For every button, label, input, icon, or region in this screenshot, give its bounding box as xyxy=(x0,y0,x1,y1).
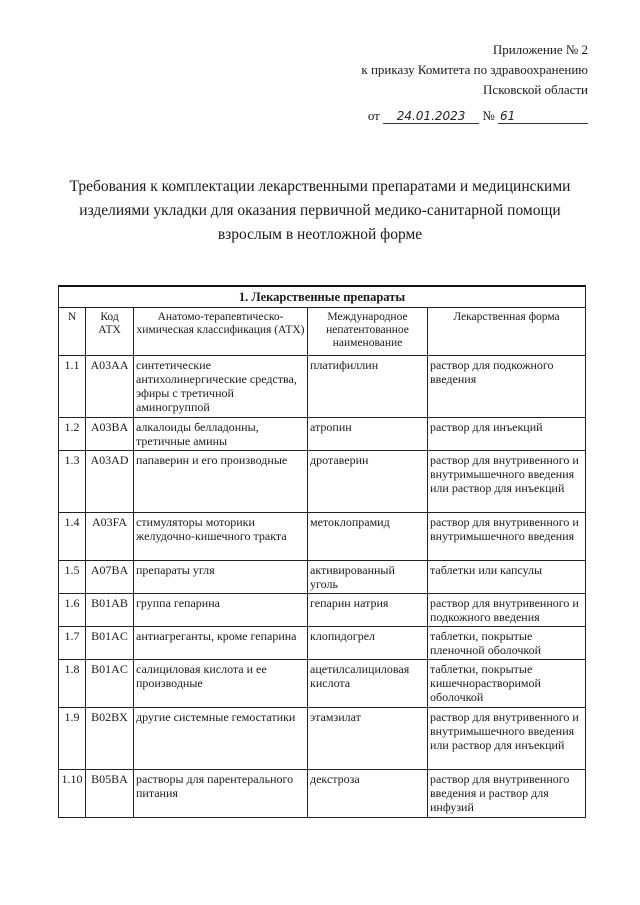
row-inn: атропин xyxy=(308,418,428,451)
number-prefix: № xyxy=(482,108,495,123)
row-class: папаверин и его производные xyxy=(134,451,308,513)
row-form: раствор для внутривенного и внутримышечного введения или раствор для инъекций xyxy=(428,708,586,770)
row-class: салициловая кислота и ее производные xyxy=(134,660,308,708)
row-code: A07BA xyxy=(86,561,134,594)
row-code: B01AC xyxy=(86,660,134,708)
row-form: таблетки или капсулы xyxy=(428,561,586,594)
table-row xyxy=(59,451,586,513)
header-form: Лекарственная форма xyxy=(428,308,586,356)
title-line-2: изделиями укладки для оказания первичной медико-санитарной помощи xyxy=(79,202,561,219)
title-line-1: Требования к комплектации лекарственными препаратами и медицинскими xyxy=(69,178,571,195)
row-class: другие системные гемостатики xyxy=(134,708,308,770)
row-class: антиагреганты, кроме гепарина xyxy=(134,627,308,660)
annex-region: Псковской области xyxy=(483,82,588,97)
row-number: 1.2 xyxy=(59,418,86,451)
row-class: алкалоиды белладонны, третичные амины xyxy=(134,418,308,451)
row-code: B05BA xyxy=(86,770,134,818)
row-inn: ацетилсалициловая кислота xyxy=(308,660,428,708)
row-inn: клопидогрел xyxy=(308,627,428,660)
date-prefix: от xyxy=(367,108,380,123)
row-code: A03AA xyxy=(86,356,134,418)
row-inn: метоклопрамид xyxy=(308,513,428,561)
row-class: препараты угля xyxy=(134,561,308,594)
row-code: B01AB xyxy=(86,594,134,627)
row-code: A03BA xyxy=(86,418,134,451)
document-title xyxy=(60,175,580,247)
row-form: раствор для внутривенного и внутримышечного введения или раствор для инъекций xyxy=(428,451,586,513)
table-row xyxy=(59,660,586,708)
table-row xyxy=(59,627,586,660)
table-row xyxy=(59,561,586,594)
row-class: стимуляторы моторики желудочно-кишечного тракта xyxy=(134,513,308,561)
table-row xyxy=(59,418,586,451)
row-inn: декстроза xyxy=(308,770,428,818)
row-form: раствор для внутривенного введения и раствор для инфузий xyxy=(428,770,586,818)
row-number: 1.7 xyxy=(59,627,86,660)
row-inn: этамзилат xyxy=(308,708,428,770)
row-inn: активированный уголь xyxy=(308,561,428,594)
row-form: раствор для внутривенного и внутримышечного введения xyxy=(428,513,586,561)
table-row xyxy=(59,356,586,418)
title-line-3: взрослым в неотложной форме xyxy=(217,226,423,243)
annex-order-ref: к приказу Комитета по здравоохранению xyxy=(361,62,588,77)
table-row xyxy=(59,708,586,770)
row-code: B02BX xyxy=(86,708,134,770)
row-code: B01AC xyxy=(86,627,134,660)
section-row xyxy=(59,286,586,308)
row-class: растворы для парентерального питания xyxy=(134,770,308,818)
table-row xyxy=(59,594,586,627)
handwritten-date: 24.01.2023 xyxy=(383,109,479,124)
annex-date-line xyxy=(368,106,588,126)
row-number: 1.8 xyxy=(59,660,86,708)
row-class: синтетические антихолинергические средства, эфиры с третичной аминогруппой xyxy=(134,356,308,418)
row-inn: дротаверин xyxy=(308,451,428,513)
row-form: раствор для подкожного введения xyxy=(428,356,586,418)
table-row xyxy=(59,770,586,818)
header-inn: Международное непатентованное наименование xyxy=(308,308,428,356)
row-inn: гепарин натрия xyxy=(308,594,428,627)
row-number: 1.6 xyxy=(59,594,86,627)
header-row xyxy=(59,308,586,356)
header-n: N xyxy=(59,308,86,356)
row-form: раствор для внутривенного и подкожного введения xyxy=(428,594,586,627)
row-number: 1.9 xyxy=(59,708,86,770)
row-class: группа гепарина xyxy=(134,594,308,627)
annex-number: Приложение № 2 xyxy=(492,42,588,57)
row-number: 1.10 xyxy=(59,770,86,818)
row-number: 1.3 xyxy=(59,451,86,513)
table-row xyxy=(59,513,586,561)
row-number: 1.4 xyxy=(59,513,86,561)
header-code: Код АТХ xyxy=(86,308,134,356)
row-number: 1.1 xyxy=(59,356,86,418)
header-class: Анатомо-терапевтическо-химическая классификация (АТХ) xyxy=(134,308,308,356)
annex-header xyxy=(361,40,588,126)
row-code: A03FA xyxy=(86,513,134,561)
row-form: таблетки, покрытые пленочной оболочкой xyxy=(428,627,586,660)
handwritten-number: 61 xyxy=(498,109,588,124)
row-number: 1.5 xyxy=(59,561,86,594)
section-title: 1. Лекарственные препараты xyxy=(59,286,586,308)
row-form: таблетки, покрытые кишечнорастворимой оболочкой xyxy=(428,660,586,708)
row-form: раствор для инъекций xyxy=(428,418,586,451)
medications-table xyxy=(58,285,586,818)
row-inn: платифиллин xyxy=(308,356,428,418)
row-code: A03AD xyxy=(86,451,134,513)
